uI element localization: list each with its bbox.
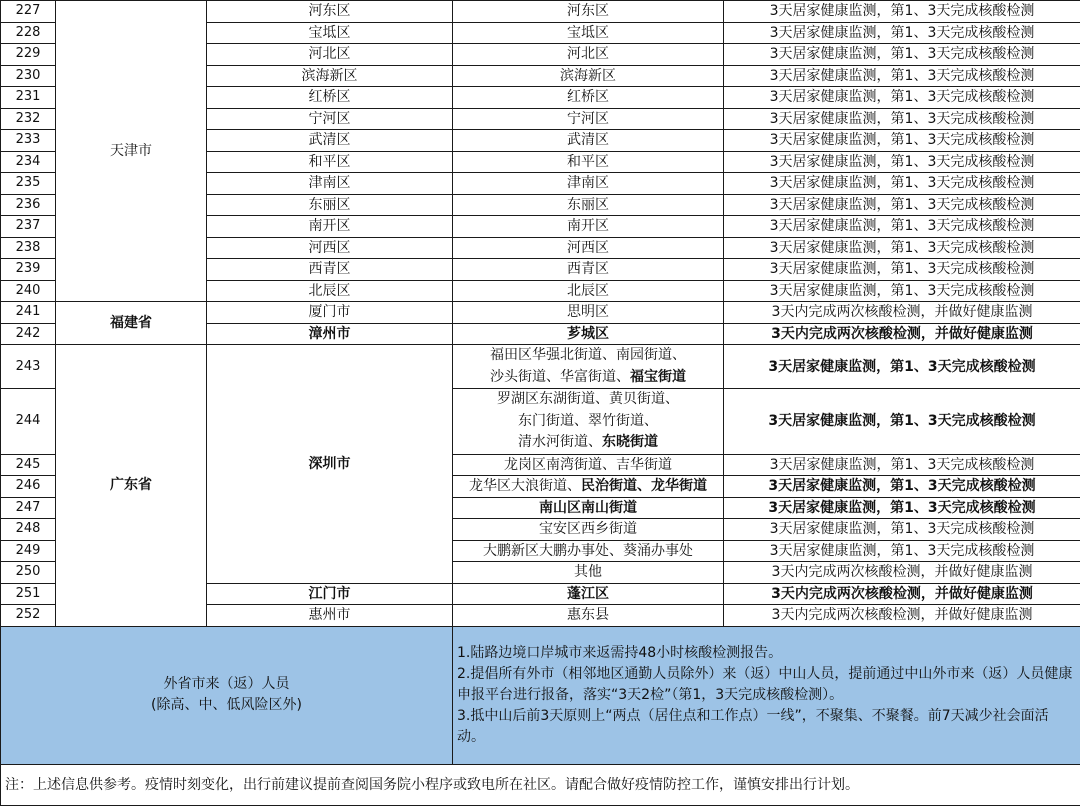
area-cell: 宝坻区: [453, 22, 724, 44]
row-number: 239: [1, 259, 56, 281]
row-number: 237: [1, 216, 56, 238]
policy-cell: 3天居家健康监测，第1、3天完成核酸检测: [724, 1, 1080, 23]
area-cell: 河东区: [453, 1, 724, 23]
policy-cell: 3天居家健康监测，第1、3天完成核酸检测: [724, 151, 1080, 173]
district-cell: 北辰区: [207, 280, 453, 302]
row-number: 229: [1, 44, 56, 66]
city-cell: 江门市: [207, 583, 453, 605]
district-cell: 河西区: [207, 237, 453, 259]
area-normal: 龙华区大浪街道、: [469, 478, 581, 495]
row-number: 227: [1, 1, 56, 23]
row-number: 235: [1, 173, 56, 195]
row-number: 250: [1, 562, 56, 584]
row-number: 249: [1, 540, 56, 562]
row-number: 230: [1, 65, 56, 87]
province-cell: 天津市: [56, 1, 207, 302]
district-cell: 红桥区: [207, 87, 453, 109]
district-cell: 津南区: [207, 173, 453, 195]
area-cell: 蓬江区: [453, 583, 724, 605]
area-line: 福田区华强北街道、南园街道、: [490, 347, 686, 363]
area-line: 东门街道、翠竹街道、: [518, 412, 658, 429]
policy-cell: 3天居家健康监测，第1、3天完成核酸检测: [724, 173, 1080, 195]
area-cell: 西青区: [453, 259, 724, 281]
note-2: 2.提倡所有外市（相邻地区通勤人员除外）来（返）中山人员，提前通过中山外市来（返）人员健康申报平台进行报备，落实“3天2检”（第1，3天完成核酸检测）。: [457, 665, 1073, 703]
policy-cell: 3天居家健康监测，第1、3天完成核酸检测: [724, 22, 1080, 44]
area-cell: 惠东县: [453, 605, 724, 627]
policy-cell: 3天居家健康监测，第1、3天完成核酸检测: [724, 497, 1080, 519]
policy-cell: 3天居家健康监测，第1、3天完成核酸检测: [724, 519, 1080, 541]
area-cell: [453, 476, 724, 498]
policy-cell: 3天居家健康监测，第1、3天完成核酸检测: [724, 476, 1080, 498]
district-cell: 宝坻区: [207, 22, 453, 44]
note-1: 1.陆路边境口岸城市来返需持48小时核酸检测报告。: [457, 644, 783, 661]
district-cell: 武清区: [207, 130, 453, 152]
area-line-bold: 福宝街道: [630, 368, 686, 385]
area-cell: 芗城区: [453, 323, 724, 345]
policy-cell: 3天居家健康监测，第1、3天完成核酸检测: [724, 44, 1080, 66]
policy-cell: 3天居家健康监测，第1、3天完成核酸检测: [724, 216, 1080, 238]
outside-label-cell: [1, 626, 453, 764]
area-cell: 宝安区西乡街道: [453, 519, 724, 541]
row-number: 251: [1, 583, 56, 605]
policy-cell: 3天居家健康监测，第1、3天完成核酸检测: [724, 259, 1080, 281]
table-row: [1, 1, 1080, 23]
city-cell: 深圳市: [207, 345, 453, 584]
area-cell: 思明区: [453, 302, 724, 324]
province-cell: 福建省: [56, 302, 207, 345]
policy-cell: 3天居家健康监测，第1、3天完成核酸检测: [724, 87, 1080, 109]
policy-cell: 3天居家健康监测，第1、3天完成核酸检测: [724, 108, 1080, 130]
area-cell: 宁河区: [453, 108, 724, 130]
area-cell: 河西区: [453, 237, 724, 259]
row-number: 247: [1, 497, 56, 519]
province-cell: 广东省: [56, 345, 207, 627]
district-cell: 河北区: [207, 44, 453, 66]
area-line: 清水河街道、: [518, 434, 602, 450]
row-number: 244: [1, 389, 56, 455]
area-line: 罗湖区东湖街道、黄贝街道、: [497, 391, 679, 407]
area-cell: 滨海新区: [453, 65, 724, 87]
outside-label-line2: (除高、中、低风险区外): [151, 697, 302, 713]
area-line: 沙头街道、华富街道、: [490, 368, 630, 385]
footnote: 注：上述信息供参考。疫情时刻变化，出行前建议提前查阅国务院小程序或致电所在社区。请配合做好疫情防控工作，谨慎安排出行计划。: [1, 764, 1080, 805]
row-number: 240: [1, 280, 56, 302]
row-number: 228: [1, 22, 56, 44]
row-number: 243: [1, 345, 56, 389]
area-cell: 龙岗区南湾街道、吉华街道: [453, 454, 724, 476]
row-number: 233: [1, 130, 56, 152]
policy-cell: 3天内完成两次核酸检测，并做好健康监测: [724, 605, 1080, 627]
table-row: [1, 345, 1080, 389]
row-number: 245: [1, 454, 56, 476]
row-number: 241: [1, 302, 56, 324]
policy-cell: 3天居家健康监测，第1、3天完成核酸检测: [724, 65, 1080, 87]
policy-cell: 3天居家健康监测，第1、3天完成核酸检测: [724, 130, 1080, 152]
footnote-row: [1, 764, 1080, 805]
district-cell: 西青区: [207, 259, 453, 281]
area-cell: 河北区: [453, 44, 724, 66]
district-cell: 南开区: [207, 216, 453, 238]
district-cell: 滨海新区: [207, 65, 453, 87]
outside-province-row: [1, 626, 1080, 764]
area-cell: 武清区: [453, 130, 724, 152]
row-number: 232: [1, 108, 56, 130]
policy-cell: 3天居家健康监测，第1、3天完成核酸检测: [724, 280, 1080, 302]
policy-cell: 3天内完成两次核酸检测，并做好健康监测: [724, 583, 1080, 605]
row-number: 252: [1, 605, 56, 627]
area-cell: 东丽区: [453, 194, 724, 216]
policy-cell: 3天居家健康监测，第1、3天完成核酸检测: [724, 454, 1080, 476]
area-line-bold: 东晓街道: [602, 434, 658, 450]
area-cell: 红桥区: [453, 87, 724, 109]
row-number: 236: [1, 194, 56, 216]
row-number: 242: [1, 323, 56, 345]
district-cell: 河东区: [207, 1, 453, 23]
policy-cell: 3天居家健康监测，第1、3天完成核酸检测: [724, 389, 1080, 455]
area-cell: 北辰区: [453, 280, 724, 302]
row-number: 238: [1, 237, 56, 259]
area-cell: 南开区: [453, 216, 724, 238]
row-number: 248: [1, 519, 56, 541]
area-cell: 津南区: [453, 173, 724, 195]
row-number: 234: [1, 151, 56, 173]
policy-cell: 3天居家健康监测，第1、3天完成核酸检测: [724, 237, 1080, 259]
area-cell: [453, 345, 724, 389]
city-cell: 漳州市: [207, 323, 453, 345]
policy-cell: 3天内完成两次核酸检测，并做好健康监测: [724, 562, 1080, 584]
district-cell: 宁河区: [207, 108, 453, 130]
policy-cell: 3天居家健康监测，第1、3天完成核酸检测: [724, 345, 1080, 389]
area-cell: 和平区: [453, 151, 724, 173]
policy-cell: 3天居家健康监测，第1、3天完成核酸检测: [724, 194, 1080, 216]
note-3: 3.抵中山后前3天原则上“两点（居住点和工作点）一线”，不聚集、不聚餐。前7天减少社会面活动。: [457, 707, 1049, 745]
area-cell: 其他: [453, 562, 724, 584]
policy-cell: 3天居家健康监测，第1、3天完成核酸检测: [724, 540, 1080, 562]
city-cell: 惠州市: [207, 605, 453, 627]
outside-notes-cell: [453, 626, 1080, 764]
district-cell: 和平区: [207, 151, 453, 173]
area-cell: 大鹏新区大鹏办事处、葵涌办事处: [453, 540, 724, 562]
policy-cell: 3天内完成两次核酸检测，并做好健康监测: [724, 302, 1080, 324]
row-number: 231: [1, 87, 56, 109]
district-cell: 东丽区: [207, 194, 453, 216]
policy-cell: 3天内完成两次核酸检测，并做好健康监测: [724, 323, 1080, 345]
table-row: [1, 302, 1080, 324]
area-cell: 南山区南山街道: [453, 497, 724, 519]
row-number: 246: [1, 476, 56, 498]
area-bold: 民治街道、龙华街道: [581, 478, 707, 495]
area-cell: [453, 389, 724, 455]
city-cell: 厦门市: [207, 302, 453, 324]
outside-label-line1: 外省市来（返）人员: [163, 676, 290, 692]
